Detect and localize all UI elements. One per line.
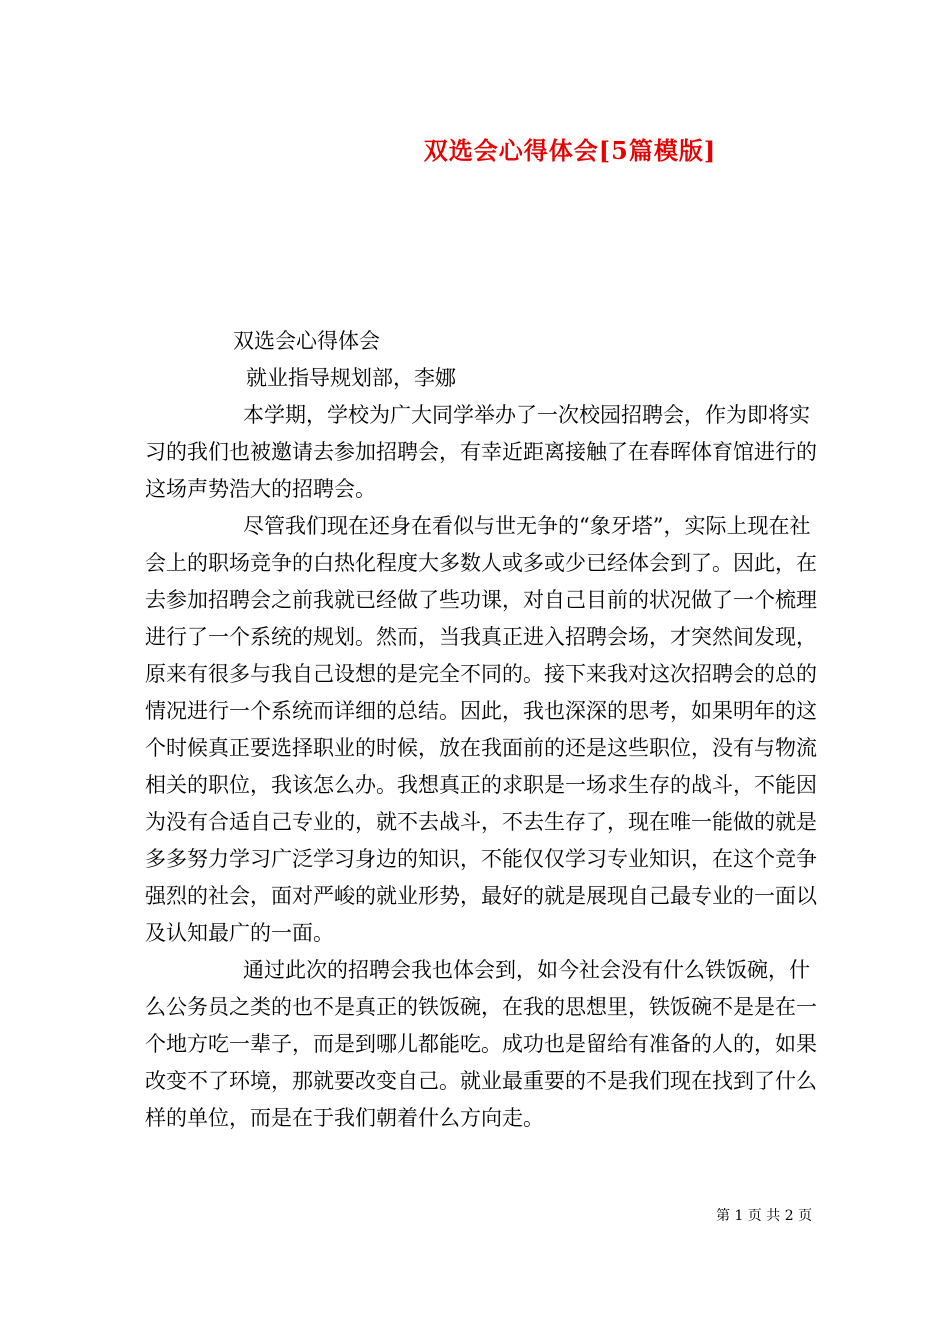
article-body — [145, 323, 825, 1137]
page-number-footer: 第 1 页 共 2 页 — [716, 1208, 813, 1224]
document-title: 双选会心得体会[5篇模版] — [423, 136, 717, 165]
paragraph-1: 本学期，学校为广大同学举办了一次校园招聘会，作为即将实习的我们也被邀请去参加招聘会，有幸近距离接触了在春晖体育馆进行的这场声势浩大的招聘会。 — [145, 403, 817, 501]
article-author: 就业指导规划部，李娜 — [246, 366, 456, 390]
article-title: 双选会心得体会 — [233, 329, 380, 353]
paragraph-3: 通过此次的招聘会我也体会到，如今社会没有什么铁饭碗，什么公务员之类的也不是真正的铁饭碗，在我的思想里，铁饭碗不是是在一个地方吃一辈子，而是到哪儿都能吃。成功也是留给有准备的人的，如果改变不了环境，那就要改变自己。就业最重要的不是我们现在找到了什么样的单位，而是在于我们朝着什么方向走。 — [145, 958, 817, 1130]
paragraph-2: 尽管我们现在还身在看似与世无争的“象牙塔”，实际上现在社会上的职场竞争的白热化程度大多数人或多或少已经体会到了。因此，在去参加招聘会之前我就已经做了些功课，对自己目前的状况做了一个梳理进行了一个系统的规划。然而，当我真正进入招聘会场，才突然间发现，原来有很多与我自己设想的是完全不同的。接下来我对这次招聘会的总的情况进行一个系统而详细的总结。因此，我也深深的思考，如果明年的这个时候真正要选择职业的时候，放在我面前的还是这些职位，没有与物流相关的职位，我该怎么办。我想真正的求职是一场求生存的战斗，不能因为没有合适自己专业的，就不去战斗，不去生存了，现在唯一能做的就是多多努力学习广泛学习身边的知识，不能仅仅学习专业知识，在这个竞争强烈的社会，面对严峻的就业形势，最好的就是展现自己最专业的一面以及认知最广的一面。 — [145, 514, 817, 945]
